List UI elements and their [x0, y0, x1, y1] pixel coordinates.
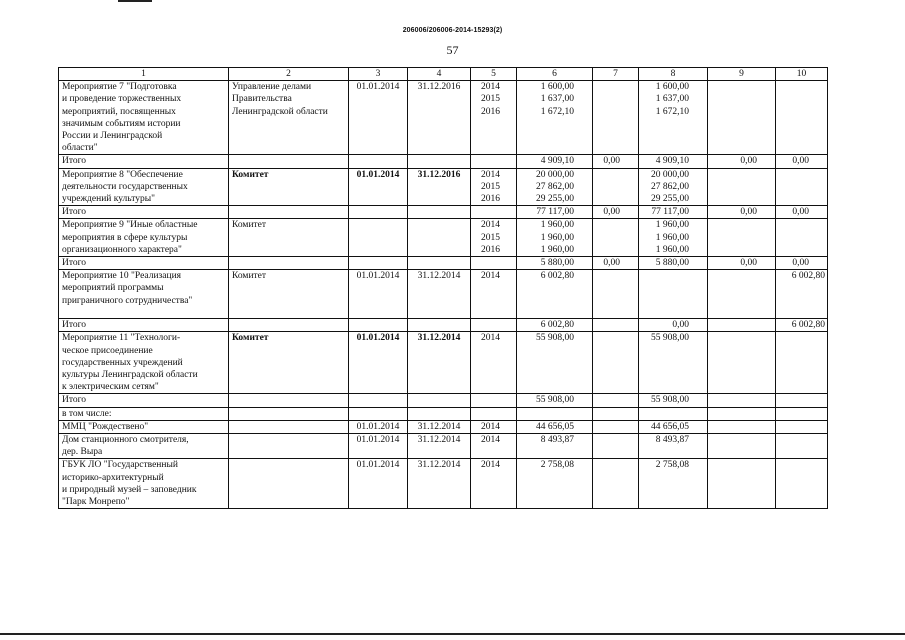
year	[471, 155, 517, 168]
amount-col10: 0,00	[776, 206, 828, 219]
amount-col10	[776, 434, 828, 459]
including-label: в том числе:	[59, 407, 229, 420]
amount-col9: 0,00	[708, 155, 776, 168]
amount-col9	[708, 420, 776, 433]
amount-col8: 2 758,08	[639, 459, 708, 509]
column-header: 1	[59, 68, 229, 81]
table-row	[59, 81, 828, 155]
executor-cell	[229, 168, 349, 206]
executor: Комитет	[229, 219, 349, 257]
amount-col9: 0,00	[708, 206, 776, 219]
amount-col7	[593, 394, 639, 407]
end-date: 31.12.2014	[417, 333, 461, 344]
amount-col7	[593, 434, 639, 459]
amount-col10	[776, 459, 828, 509]
total-label: Итого	[59, 257, 229, 270]
executor	[229, 459, 349, 509]
column-header: 7	[593, 68, 639, 81]
amount-col10: 0,00	[776, 155, 828, 168]
executor: Комитет	[232, 169, 269, 180]
start-date: 01.01.2014	[356, 169, 400, 180]
start-date: 01.01.2014	[349, 420, 408, 433]
budget-table	[58, 67, 828, 509]
end-date: 31.12.2016	[408, 81, 471, 155]
amount-col10	[776, 81, 828, 155]
total-label: Итого	[59, 319, 229, 332]
amount-col9	[708, 394, 776, 407]
activity-name: Мероприятие 7 "Подготовка и проведение торжественных мероприятий, посвященных значимым событиям истории России и Ленинградской области"	[59, 81, 229, 155]
amount-col8: 4 909,10	[639, 155, 708, 168]
amount-col9	[708, 168, 776, 206]
page-number: 57	[446, 43, 459, 57]
year	[471, 319, 517, 332]
column-header: 8	[639, 68, 708, 81]
table-row-total	[59, 155, 828, 168]
start-date: 01.01.2014	[349, 81, 408, 155]
table-row-total	[59, 257, 828, 270]
institution-name: ММЦ "Рождествено"	[59, 420, 229, 433]
amount-col8	[639, 270, 708, 319]
executor	[229, 407, 349, 420]
end-date	[408, 206, 471, 219]
year	[471, 394, 517, 407]
amount-total: 55 908,00	[517, 332, 593, 394]
amount-col9	[708, 219, 776, 257]
year	[471, 257, 517, 270]
amount-col8: 20 000,00 27 862,00 29 255,00	[639, 168, 708, 206]
start-date	[349, 155, 408, 168]
amount-total: 5 880,00	[517, 257, 593, 270]
year: 2014 2015 2016	[471, 81, 517, 155]
start-date	[349, 394, 408, 407]
amount-col8: 0,00	[639, 319, 708, 332]
amount-col7	[593, 219, 639, 257]
amount-total: 1 600,00 1 637,00 1 672,10	[517, 81, 593, 155]
start-date	[349, 407, 408, 420]
amount-col7	[593, 168, 639, 206]
start-date-cell	[349, 168, 408, 206]
end-date	[408, 257, 471, 270]
end-date-cell	[408, 332, 471, 394]
amount-col8: 55 908,00	[639, 394, 708, 407]
executor: Управление делами Правительства Ленинградской области	[229, 81, 349, 155]
table-row-total	[59, 206, 828, 219]
amount-col8: 55 908,00	[639, 332, 708, 394]
amount-col10	[776, 394, 828, 407]
amount-col9	[708, 332, 776, 394]
amount-total: 44 656,05	[517, 420, 593, 433]
year: 2014	[471, 270, 517, 319]
table-row-total	[59, 319, 828, 332]
amount-col7: 0,00	[593, 206, 639, 219]
amount-total: 2 758,08	[517, 459, 593, 509]
amount-col9: 0,00	[708, 257, 776, 270]
amount-col7	[593, 420, 639, 433]
amount-col7	[593, 407, 639, 420]
end-date	[408, 155, 471, 168]
institution-name: Дом станционного смотрителя, дер. Выра	[59, 434, 229, 459]
amount-col10	[776, 219, 828, 257]
amount-col7	[593, 81, 639, 155]
activity-name: Мероприятие 9 "Иные областные мероприятия в сфере культуры организационного характера"	[59, 219, 229, 257]
table-row	[59, 332, 828, 394]
amount-col7	[593, 319, 639, 332]
executor	[229, 206, 349, 219]
executor	[229, 434, 349, 459]
amount-col10	[776, 407, 828, 420]
column-header: 2	[229, 68, 349, 81]
amount-col9	[708, 434, 776, 459]
executor-cell	[229, 332, 349, 394]
amount-col8: 8 493,87	[639, 434, 708, 459]
table-row	[59, 219, 828, 257]
amount-col7	[593, 459, 639, 509]
start-date	[349, 206, 408, 219]
executor	[229, 394, 349, 407]
amount-col8: 44 656,05	[639, 420, 708, 433]
amount-col7	[593, 270, 639, 319]
start-date: 01.01.2014	[356, 333, 400, 344]
amount-col7	[593, 332, 639, 394]
column-header: 9	[708, 68, 776, 81]
amount-col9	[708, 459, 776, 509]
column-header: 6	[517, 68, 593, 81]
start-date: 01.01.2014	[349, 434, 408, 459]
amount-col10	[776, 420, 828, 433]
activity-name: Мероприятие 11 "Технологи- ческое присоединение государственных учреждений культуры Ленинградской области к электрическим сетям"	[59, 332, 229, 394]
year	[471, 407, 517, 420]
activity-name: Мероприятие 10 "Реализация мероприятий программы приграничного сотрудничества"	[59, 270, 229, 319]
amount-col8: 5 880,00	[639, 257, 708, 270]
amount-col10: 6 002,80	[776, 319, 828, 332]
start-date	[349, 319, 408, 332]
end-date	[408, 219, 471, 257]
amount-total: 6 002,80	[517, 270, 593, 319]
amount-col7: 0,00	[593, 257, 639, 270]
year: 2014	[471, 434, 517, 459]
amount-col8: 1 600,00 1 637,00 1 672,10	[639, 81, 708, 155]
table-row	[59, 434, 828, 459]
column-header: 4	[408, 68, 471, 81]
scan-bottom-edge	[0, 633, 905, 635]
amount-col9	[708, 319, 776, 332]
amount-col8: 77 117,00	[639, 206, 708, 219]
document-id: 206006/206006-2014-15293(2)	[402, 27, 503, 34]
start-date: 01.01.2014	[349, 459, 408, 509]
column-header: 10	[776, 68, 828, 81]
end-date: 31.12.2014	[408, 459, 471, 509]
total-label: Итого	[59, 206, 229, 219]
amount-col7: 0,00	[593, 155, 639, 168]
table-row	[59, 420, 828, 433]
table-row-subheader	[59, 407, 828, 420]
year: 2014 2015 2016	[471, 219, 517, 257]
amount-total: 4 909,10	[517, 155, 593, 168]
amount-col10: 0,00	[776, 257, 828, 270]
amount-total: 77 117,00	[517, 206, 593, 219]
executor: Комитет	[232, 333, 269, 344]
amount-col10: 6 002,80	[776, 270, 828, 319]
table-row	[59, 270, 828, 319]
amount-col9	[708, 81, 776, 155]
institution-name: ГБУК ЛО "Государственный историко-архитектурный и природный музей – заповедник "Парк Монрепо"	[59, 459, 229, 509]
column-header: 5	[471, 68, 517, 81]
end-date	[408, 394, 471, 407]
table-row	[59, 459, 828, 509]
executor	[229, 257, 349, 270]
amount-total: 1 960,00 1 960,00 1 960,00	[517, 219, 593, 257]
start-date	[349, 257, 408, 270]
activity-name: Мероприятие 8 "Обеспечение деятельности государственных учреждений культуры"	[59, 168, 229, 206]
total-label: Итого	[59, 394, 229, 407]
year	[471, 206, 517, 219]
amount-col10	[776, 168, 828, 206]
start-date	[349, 219, 408, 257]
end-date: 31.12.2014	[408, 420, 471, 433]
executor: Комитет	[229, 270, 349, 319]
executor	[229, 155, 349, 168]
table-row	[59, 168, 828, 206]
total-label: Итого	[59, 155, 229, 168]
amount-total: 20 000,00 27 862,00 29 255,00	[517, 168, 593, 206]
year: 2014 2015 2016	[471, 168, 517, 206]
year: 2014	[471, 420, 517, 433]
end-date-cell	[408, 168, 471, 206]
executor	[229, 319, 349, 332]
end-date	[408, 407, 471, 420]
end-date: 31.12.2014	[408, 270, 471, 319]
table-row-total	[59, 394, 828, 407]
end-date: 31.12.2014	[408, 434, 471, 459]
end-date	[408, 319, 471, 332]
amount-col8: 1 960,00 1 960,00 1 960,00	[639, 219, 708, 257]
scan-edge-mark	[118, 0, 152, 2]
executor	[229, 420, 349, 433]
year: 2014	[471, 332, 517, 394]
amount-total	[517, 407, 593, 420]
column-header: 3	[349, 68, 408, 81]
start-date-cell	[349, 332, 408, 394]
amount-col9	[708, 407, 776, 420]
amount-col9	[708, 270, 776, 319]
amount-col10	[776, 332, 828, 394]
start-date: 01.01.2014	[349, 270, 408, 319]
end-date: 31.12.2016	[417, 169, 461, 180]
amount-col8	[639, 407, 708, 420]
amount-total: 8 493,87	[517, 434, 593, 459]
amount-total: 55 908,00	[517, 394, 593, 407]
year: 2014	[471, 459, 517, 509]
column-number-row	[59, 68, 828, 81]
amount-total: 6 002,80	[517, 319, 593, 332]
